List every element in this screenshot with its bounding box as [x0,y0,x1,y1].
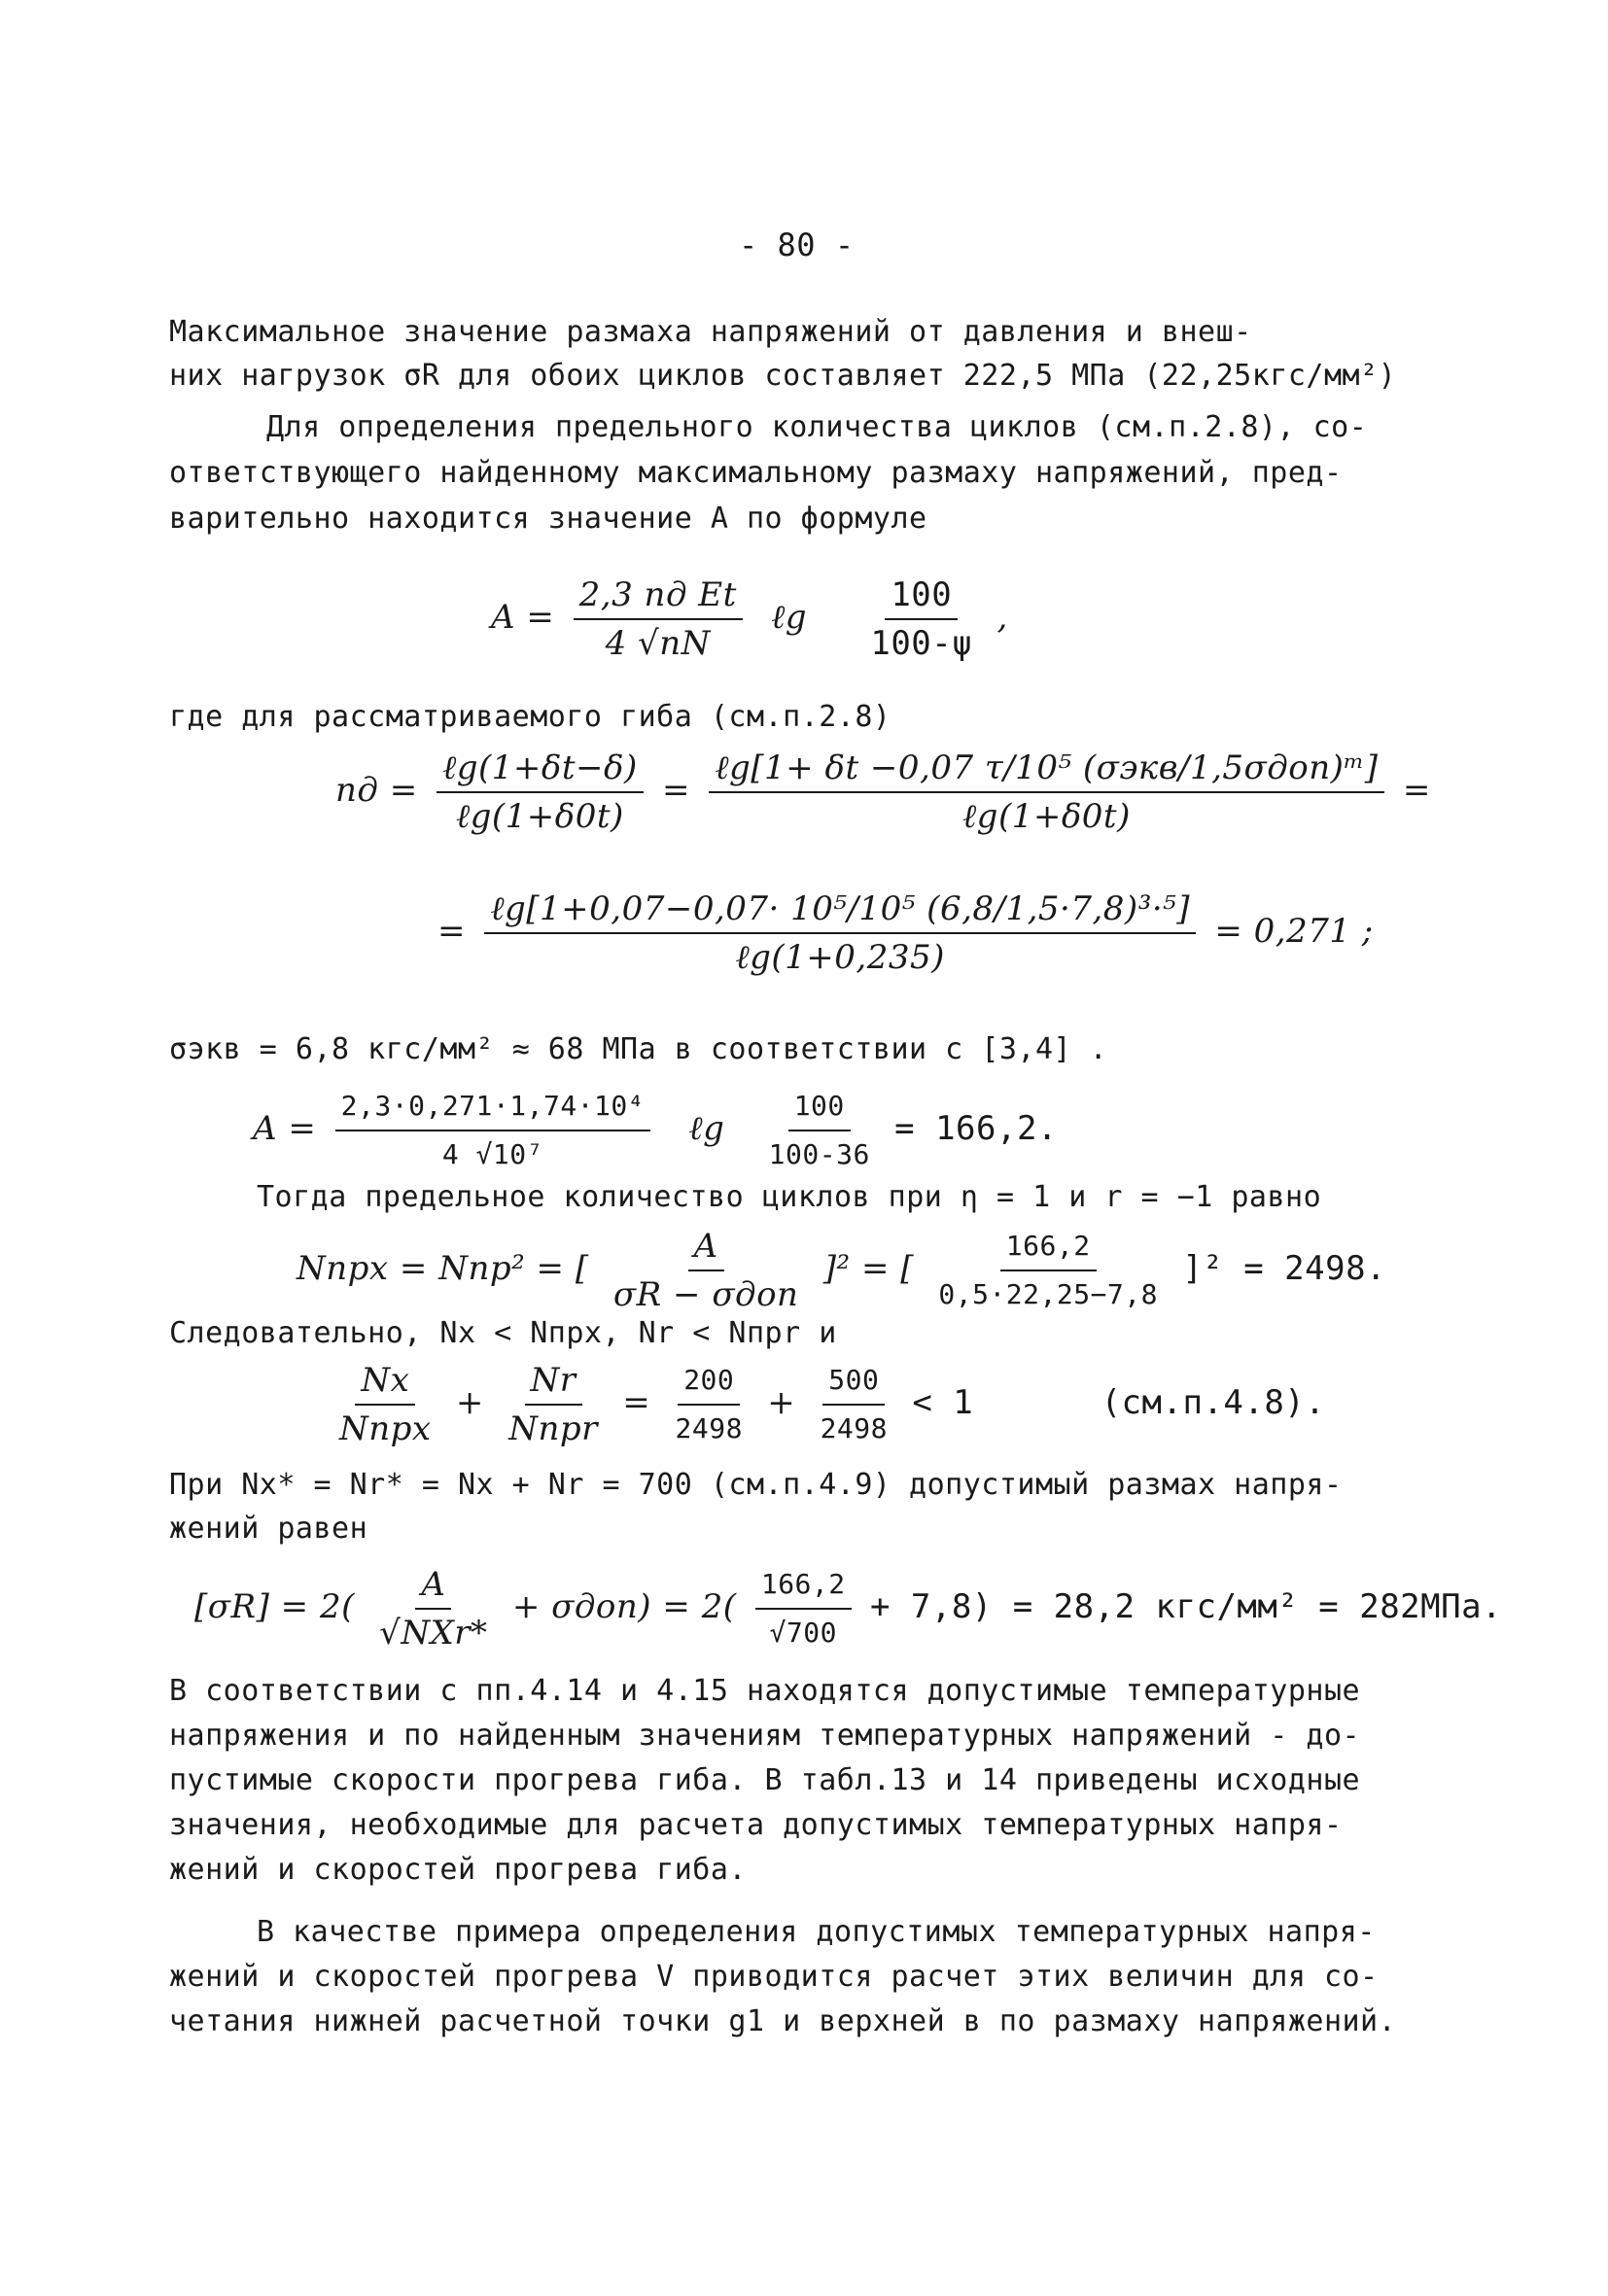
hence-text: Следовательно, Nx < Nпрx, Nr < Nпрr и [169,1316,837,1350]
formula-sum-plus2: + [767,1383,796,1422]
para3-line2: напряжения и по найденным значениям температурных напряжений - до- [169,1719,1361,1753]
formula-sum-f1-num: Nx [355,1361,415,1406]
formula-a2 [253,1087,1058,1174]
para3-line1: В соответствии с пп.4.14 и 4.15 находятся допустимые температурные [169,1674,1361,1708]
formula-sum-lt: < 1 [912,1383,974,1422]
para4-line1: В качестве примера определения допустимых температурных напря- [257,1915,1376,1949]
formula-a2-frac2-den: 100-36 [768,1138,870,1170]
formula-a2-frac1 [335,1087,650,1174]
formula-nd-row1 [335,748,1431,836]
formula-sigma-num2: 166,2 [755,1565,852,1610]
formula-a-num: 2,3 nд Et [574,575,743,620]
formula-sum-f3-num: 200 [678,1361,740,1406]
formula-a-den: 4 √nN [605,624,711,663]
formula-a2-lhs: A = [253,1109,317,1148]
formula-sum-frac1 [333,1361,437,1448]
formula-nd-eq: = [662,771,691,810]
formula-sigma-den: √NXr* [379,1614,488,1652]
formula-a2-num: 2,3·0,271·1,74·10⁴ [335,1087,650,1131]
formula-a2-lg: ℓg [688,1109,725,1148]
formula-sum-f4-num: 500 [822,1361,885,1406]
formula-nd-frac3-den: ℓg(1+0,235) [735,938,945,977]
formula-a-frac2-den: 100-ψ [870,624,973,663]
para4-line3: четания нижней расчетной точки g1 и верхней в по размаху напряжений. [169,2004,1397,2038]
formula-sum-f2-den: Nпрr [508,1409,598,1448]
formula-sum-frac2 [503,1361,604,1448]
para3-line5: жений и скоростей прогрева гиба. [169,1853,747,1887]
formula-sum-frac4 [815,1361,893,1448]
formula-sum [326,1361,1325,1448]
formula-sigma-frac2 [755,1565,852,1652]
formula-a2-frac2-num: 100 [788,1087,851,1131]
para4-line2: жений и скоростей прогрева V приводится расчет этих величин для со- [169,1960,1379,1994]
formula-n [297,1227,1386,1314]
formula-sum-f3-den: 2498 [675,1412,743,1444]
formula-a-frac2 [864,575,978,663]
formula-nd-frac3-num: ℓg[1+0,07−0,07· 10⁵/10⁵ (6,8/1,5·7,8)³·⁵] [484,889,1196,934]
formula-sigma-mid: + σдоп) = 2( [511,1587,737,1626]
formula-sigma [194,1565,1502,1652]
formula-nd-frac2-den: ℓg(1+δ0t) [962,797,1131,836]
formula-sigma-lhs: [σR] = 2( [194,1587,355,1626]
formula-n-lhs: Nпрx = Nпр² = [ [297,1249,589,1288]
para1-line1: Максимальное значение размаха напряжений от давления и внеш- [169,315,1252,349]
formula-a2-frac2 [763,1087,876,1174]
formula-sum-ref: (см.п.4.8). [1101,1383,1326,1422]
formula-nd-frac2-num: ℓg[1+ δt −0,07 τ/10⁵ (σэкв/1,5σдоп)ᵐ] [709,748,1383,793]
formula-n-num2: 166,2 [1000,1227,1097,1271]
formula-a-lg: ℓg [771,598,808,637]
formula-a-frac2-num: 100 [885,575,958,620]
formula-nd-frac1-num: ℓg(1+δt−δ) [437,748,644,793]
formula-a2-den: 4 √10⁷ [441,1138,543,1170]
formula-n-mid: ]² = [ [822,1249,915,1288]
formula-n-den: σR − σдоп [612,1275,799,1314]
formula-nd-frac2 [709,748,1383,836]
formula-sum-f4-den: 2498 [820,1412,889,1444]
formula-sum-eq: = [622,1383,651,1422]
formula-n-num: A [688,1227,724,1271]
formula-a-frac1 [574,575,743,663]
para2-line2: ответствующего найденному максимальному размаху напряжений, пред- [169,456,1343,490]
when-line1: При Nx* = Nr* = Nx + Nr = 700 (см.п.4.9) допустимый размах напря- [169,1468,1343,1502]
formula-a [491,575,1008,663]
formula-n-den2: 0,5·22,25−7,8 [938,1278,1159,1310]
formula-sum-plus: + [455,1383,484,1422]
formula-sigma-frac1 [373,1565,493,1652]
formula-nd-frac1-den: ℓg(1+δ0t) [455,797,624,836]
formula-n-result: ]² = 2498. [1182,1249,1387,1288]
formula-sum-f2-num: Nr [525,1361,582,1406]
page-number: - 80 - [739,226,855,263]
formula-nd-result: = 0,271 ; [1214,912,1374,951]
formula-sigma-den2: √700 [769,1617,837,1649]
para2-line1: Для определения предельного количества циклов (см.п.2.8), со- [266,410,1368,444]
formula-n-frac1 [608,1227,805,1314]
formula-nd-lhs: nд = [335,771,418,810]
where-text: где для рассматриваемого гиба (см.п.2.8) [169,700,891,734]
formula-nd-frac1 [437,748,644,836]
formula-a2-result: = 166,2. [894,1109,1058,1148]
formula-n-frac2 [932,1227,1164,1314]
formula-nd-frac3 [484,889,1196,977]
formula-a-lhs: A = [491,598,555,637]
formula-sigma-result: + 7,8) = 28,2 кгс/мм² = 282МПа. [869,1587,1503,1626]
when-line2: жений равен [169,1512,368,1546]
para2-line3: варительно находится значение A по формуле [169,502,927,536]
formula-sum-f1-den: Nпрx [339,1409,432,1448]
para3-line3: пустимые скорости прогрева гиба. В табл.13 и 14 приведены исходные [169,1763,1361,1797]
then-text: Тогда предельное количество циклов при η = 1 и r = −1 равно [257,1180,1322,1214]
formula-sum-frac3 [670,1361,749,1448]
para3-line4: значения, необходимые для расчета допустимых температурных напря- [169,1808,1343,1842]
para1-line2: них нагрузок σR для обоих циклов составляет 222,5 МПа (22,25кгс/мм²) [169,359,1397,393]
formula-nd-eq2: = [1402,771,1431,810]
formula-sigma-num: A [415,1565,451,1610]
formula-nd-row2: = $\frac{\text{ℓg[1+0,07−0,07· 10⁵/10⁵ (6,8/1,5·7,8)³·⁵]}}{\text{ℓg(1+0,235)}}$ = 0,271 ; [437,889,1374,977]
formula-a-tail: , [996,598,1008,637]
sigma-line: σэкв = 6,8 кгс/мм² ≈ 68 МПа в соответствии с [3,4] . [169,1032,1108,1066]
